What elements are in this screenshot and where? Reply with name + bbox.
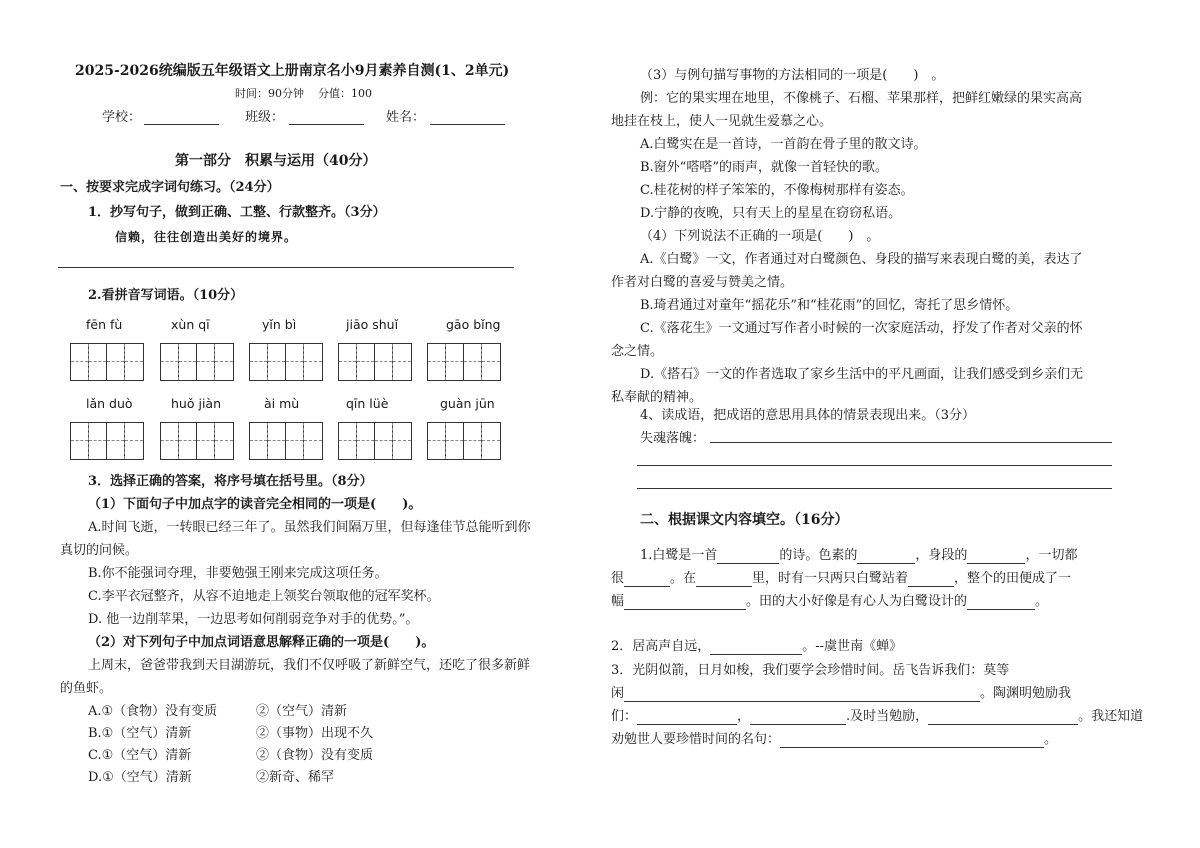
q3-2-option-a1: A.①（食物）没有变质 [88, 704, 218, 719]
q1-answer-line[interactable] [58, 267, 514, 268]
fill3-line4 [611, 728, 1057, 748]
name-label: 姓名： [386, 110, 426, 125]
writing-grid-1[interactable] [70, 343, 144, 381]
fill1-text: 很 [611, 571, 625, 586]
fill3-text: 。我还知道 [1078, 709, 1144, 724]
fill1-text: ，身段的 [915, 548, 968, 563]
blank[interactable] [967, 594, 1035, 610]
school-label: 学校： [102, 110, 142, 125]
q3-2-option-d1: D.①（空气）清新 [88, 770, 192, 785]
q3-3-option-b: B.窗外“嗒嗒”的雨声，就像一首轻快的歌。 [640, 160, 888, 175]
q3-3-example: 例：它的果实埋在地里，不像桃子、石榴、苹果那样，把鲜红嫩绿的果实高高 [640, 91, 1083, 106]
writing-grid-7[interactable] [160, 422, 234, 460]
q3-4-option-a-cont: 作者对白鹭的喜爱与赞美之情。 [611, 275, 794, 290]
pinyin-10: guàn jūn [440, 396, 495, 411]
q3-1-option-a: A.时间飞逝，一转眼已经三年了。虽然我们间隔万里，但每逢佳节总能听到你 [88, 520, 531, 535]
q3-3-option-c: C.桂花树的样子笨笨的，不像梅树那样有姿态。 [640, 183, 914, 198]
fill3-text: ， [737, 709, 751, 724]
exam-time: 时间：90分钟 [235, 87, 304, 100]
blank[interactable] [624, 594, 746, 610]
q3-2-option-d2: ②新奇、稀罕 [256, 770, 335, 785]
class-field[interactable] [289, 124, 364, 125]
pinyin-9: qīn lüè [346, 396, 389, 411]
fill1-text: ，一切都 [1025, 548, 1078, 563]
q3-1-option-d: D. 他一边削苹果，一边思考如何削弱竞争对手的优势。”。 [88, 612, 419, 627]
q3-3-option-d: D.宁静的夜晚，只有天上的星星在窃窃私语。 [640, 206, 902, 221]
q3-1-prompt: （1）下面句子中加点字的读音完全相同的一项是( )。 [88, 497, 422, 512]
q3-2-option-b2: ②（事物）出现不久 [256, 726, 374, 741]
blank[interactable] [967, 548, 1025, 564]
fill1-text: 。 [1035, 594, 1049, 609]
blank[interactable] [750, 709, 846, 725]
q3-4-option-d-cont: 私奉献的精神。 [611, 390, 703, 405]
pinyin-8: ài mù [264, 396, 300, 411]
fill1-text: 1.白鹭是一首 [640, 548, 718, 563]
writing-grid-10[interactable] [427, 422, 501, 460]
blank[interactable] [857, 548, 915, 564]
q3-4-option-a: A.《白鹭》一文，作者通过对白鹭颜色、身段的描写来表现白鹭的美，表达了 [640, 252, 1083, 267]
writing-grid-9[interactable] [338, 422, 412, 460]
q4-answer-line-1[interactable] [710, 442, 1112, 443]
fill1-text: 的诗。色素的 [779, 548, 858, 563]
blank[interactable] [637, 709, 737, 725]
q3-4-prompt: （4）下列说法不正确的一项是( ) 。 [640, 229, 880, 244]
q3-2-prompt: （2）对下列句子中加点词语意思解释正确的一项是( )。 [88, 635, 435, 650]
fill3-text: 劝勉世人要珍惜时间的名句： [611, 732, 781, 747]
q3-4-option-c: C.《落花生》一文通过写作者小时候的一次家庭活动，抒发了作者对父亲的怀 [640, 321, 1083, 336]
q4-answer-line-2[interactable] [637, 465, 1112, 466]
blank[interactable] [717, 548, 779, 564]
part1-title: 第一部分 积累与运用（40分） [175, 153, 377, 169]
writing-grid-6[interactable] [70, 422, 144, 460]
blank[interactable] [780, 732, 1044, 748]
fill2-line [611, 635, 902, 655]
fill1-line3 [611, 590, 1048, 610]
q3-3-option-a: A.白鹭实在是一首诗，一首韵在骨子里的散文诗。 [640, 137, 927, 152]
fill3-text: 们： [611, 709, 638, 724]
q3-prompt: 3．选择正确的答案，将序号填在括号里。（8分） [88, 474, 373, 489]
fill2-text: 。--虞世南《蝉》 [802, 639, 903, 654]
blank[interactable] [710, 639, 802, 655]
blank[interactable] [696, 571, 752, 587]
writing-grid-4[interactable] [338, 343, 412, 381]
pinyin-1: fēn fù [86, 317, 123, 332]
fill3-text: 。 [1044, 732, 1058, 747]
q3-2-sentence-cont: 的鱼虾。 [60, 681, 113, 696]
q3-4-option-b: B.琦君通过对童年“摇花乐”和“桂花雨”的回忆，寄托了思乡情怀。 [640, 298, 1019, 313]
q3-2-option-a2: ②（空气）清新 [256, 704, 348, 719]
section2-heading: 二、根据课文内容填空。（16分） [640, 512, 849, 528]
fill1-line2 [611, 567, 1071, 587]
pinyin-5: gāo bǐng [446, 317, 501, 332]
fill1-line1 [640, 544, 1077, 564]
fill3-text: .及时当勉励， [846, 709, 929, 724]
q3-2-option-b1: B.①（空气）清新 [88, 726, 192, 741]
blank[interactable] [928, 709, 1078, 725]
writing-grid-8[interactable] [249, 422, 323, 460]
fill1-text: 。在 [670, 571, 697, 586]
fill3-text: 。陶渊明勉励我 [980, 686, 1072, 701]
pinyin-2: xùn qī [171, 317, 210, 332]
q4-answer-line-3[interactable] [637, 488, 1112, 489]
blank[interactable] [908, 571, 954, 587]
fill3-line1: 3．光阴似箭，日月如梭，我们要学会珍惜时间。岳飞告诉我们：莫等 [611, 663, 1010, 678]
fill3-line2 [611, 682, 1071, 702]
pinyin-6: lǎn duò [86, 396, 133, 411]
q4-prompt: 4、读成语，把成语的意思用具体的情景表现出来。（3分） [640, 408, 976, 423]
class-label: 班级： [245, 110, 285, 125]
name-field[interactable] [430, 124, 505, 125]
section1-heading: 一、按要求完成字词句练习。（24分） [60, 180, 280, 195]
q3-2-sentence: 上周末，爸爸带我到天目湖游玩，我们不仅呼吸了新鲜空气，还吃了很多新鲜 [88, 658, 531, 673]
pinyin-4: jiāo shuǐ [346, 317, 399, 332]
pinyin-3: yǐn bì [262, 317, 297, 332]
fill3-text: 闲 [611, 686, 625, 701]
q3-4-option-c-cont: 念之情。 [611, 344, 664, 359]
q3-1-option-a-cont: 真切的问候。 [60, 543, 139, 558]
q3-2-option-c1: C.①（空气）清新 [88, 748, 192, 763]
fill1-text: ，整个的田便成了一 [954, 571, 1072, 586]
exam-title: 2025-2026统编版五年级语文上册南京名小9月素养自测(1、2单元) [75, 63, 510, 79]
q4-idiom: 失魂落魄： [640, 431, 706, 446]
fill1-text: 。田的大小好像是有心人为白鹭设计的 [746, 594, 968, 609]
fill3-line3 [611, 705, 1143, 725]
fill1-text: 里，时有一只两只白鹭站着 [752, 571, 909, 586]
writing-grid-2[interactable] [160, 343, 234, 381]
pinyin-7: huǒ jiàn [171, 396, 221, 411]
q2-prompt: 2.看拼音写词语。（10分） [88, 288, 244, 303]
school-field[interactable] [144, 124, 219, 125]
q3-3-prompt: （3）与例句描写事物的方法相同的一项是( ) 。 [640, 68, 945, 83]
q3-3-example-cont: 地挂在枝上，使人一见就生爱慕之心。 [611, 114, 833, 129]
q1-sentence: 信赖，往往创造出美好的境界。 [115, 230, 298, 244]
q1-prompt: 1．抄写句子，做到正确、工整、行款整齐。（3分） [88, 205, 386, 220]
blank[interactable] [624, 571, 670, 587]
q3-2-option-c2: ②（食物）没有变质 [256, 748, 374, 763]
q3-4-option-d: D.《搭石》一文的作者选取了家乡生活中的平凡画面，让我们感受到乡亲们无 [640, 367, 1084, 382]
q3-1-option-b: B.你不能强词夺理，非要勉强王刚来完成这项任务。 [88, 566, 388, 581]
blank[interactable] [624, 686, 980, 702]
q3-1-option-c: C.李平衣冠整齐，从容不迫地走上领奖台领取他的冠军奖杯。 [88, 589, 440, 604]
writing-grid-5[interactable] [427, 343, 501, 381]
fill2-text: 2．居高声自远， [611, 639, 711, 654]
writing-grid-3[interactable] [249, 343, 323, 381]
fill1-text: 幅 [611, 594, 625, 609]
exam-score: 分值：100 [318, 87, 372, 100]
